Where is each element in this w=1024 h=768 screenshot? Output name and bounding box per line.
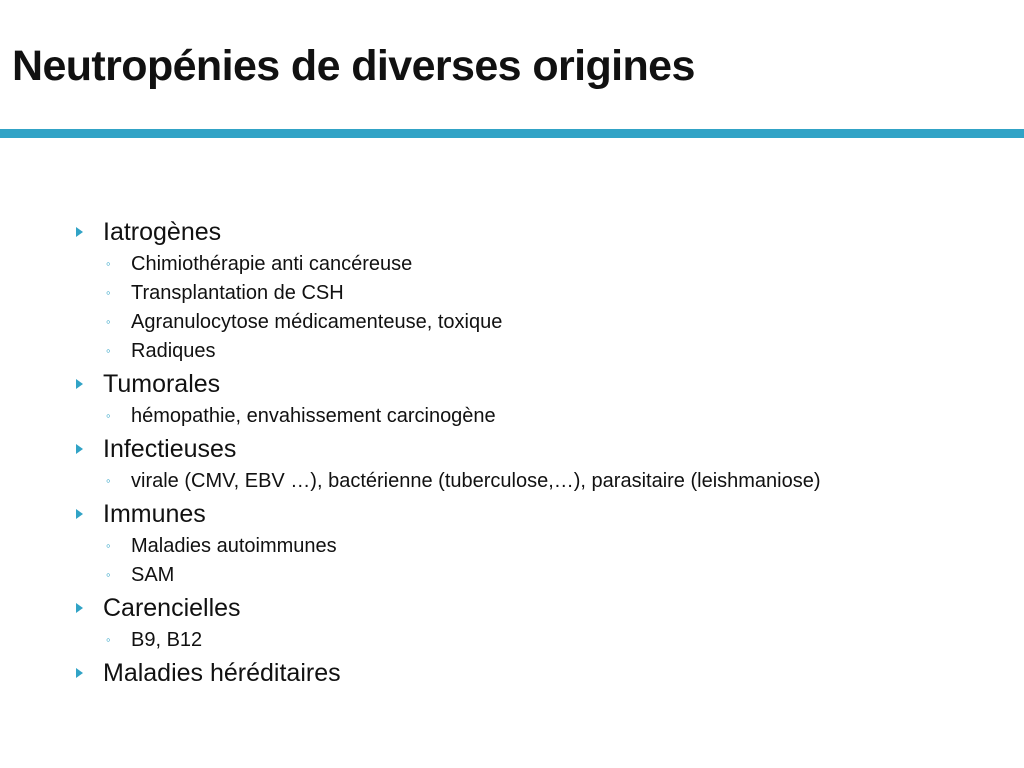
list-item: [76, 626, 996, 655]
section-label: Immunes: [103, 500, 206, 528]
triangle-right-icon: [76, 379, 83, 389]
slide-title: Neutropénies de diverses origines: [12, 42, 695, 90]
section-label: Carencielles: [103, 594, 241, 622]
list-item-text: hémopathie, envahissement carcinogène: [131, 405, 496, 427]
bullet-list: [76, 214, 996, 691]
bullet-section: [76, 655, 996, 691]
sub-list: [76, 250, 996, 366]
section-heading: [76, 655, 996, 691]
list-item-text: Radiques: [131, 340, 216, 362]
hollow-circle-icon: ◦: [106, 473, 111, 488]
list-item-text: Agranulocytose médicamenteuse, toxique: [131, 311, 503, 333]
list-item: [76, 279, 996, 308]
hollow-circle-icon: ◦: [106, 285, 111, 300]
title-divider: [0, 129, 1024, 138]
section-heading: [76, 214, 996, 250]
triangle-right-icon: [76, 668, 83, 678]
hollow-circle-icon: ◦: [106, 314, 111, 329]
section-heading: [76, 431, 996, 467]
list-item: [76, 467, 996, 496]
bullet-section: [76, 366, 996, 431]
triangle-right-icon: [76, 227, 83, 237]
triangle-right-icon: [76, 509, 83, 519]
list-item: [76, 337, 996, 366]
list-item: [76, 250, 996, 279]
triangle-right-icon: [76, 444, 83, 454]
section-label: Iatrogènes: [103, 218, 222, 246]
list-item: [76, 561, 996, 590]
list-item-text: Maladies autoimmunes: [131, 535, 337, 557]
list-item-text: Transplantation de CSH: [131, 282, 344, 304]
list-item-text: virale (CMV, EBV …), bactérienne (tuberculose,…), parasitaire (leishmaniose): [131, 470, 821, 492]
hollow-circle-icon: ◦: [106, 567, 111, 582]
section-label: Infectieuses: [103, 435, 237, 463]
bullet-section: [76, 431, 996, 496]
bullet-section: [76, 214, 996, 366]
list-item: [76, 402, 996, 431]
list-item: [76, 308, 996, 337]
hollow-circle-icon: ◦: [106, 343, 111, 358]
sub-list: [76, 402, 996, 431]
section-label: Tumorales: [103, 370, 221, 398]
hollow-circle-icon: ◦: [106, 256, 111, 271]
list-item-text: B9, B12: [131, 629, 203, 651]
sub-list: [76, 467, 996, 496]
bullet-section: [76, 496, 996, 590]
section-heading: [76, 366, 996, 402]
bullet-section: [76, 590, 996, 655]
section-heading: [76, 496, 996, 532]
hollow-circle-icon: ◦: [106, 632, 111, 647]
section-heading: [76, 590, 996, 626]
sub-list: [76, 532, 996, 590]
sub-list: [76, 626, 996, 655]
section-label: Maladies héréditaires: [103, 659, 341, 687]
list-item-text: SAM: [131, 564, 175, 586]
triangle-right-icon: [76, 603, 83, 613]
hollow-circle-icon: ◦: [106, 408, 111, 423]
list-item-text: Chimiothérapie anti cancéreuse: [131, 253, 413, 275]
list-item: [76, 532, 996, 561]
hollow-circle-icon: ◦: [106, 538, 111, 553]
